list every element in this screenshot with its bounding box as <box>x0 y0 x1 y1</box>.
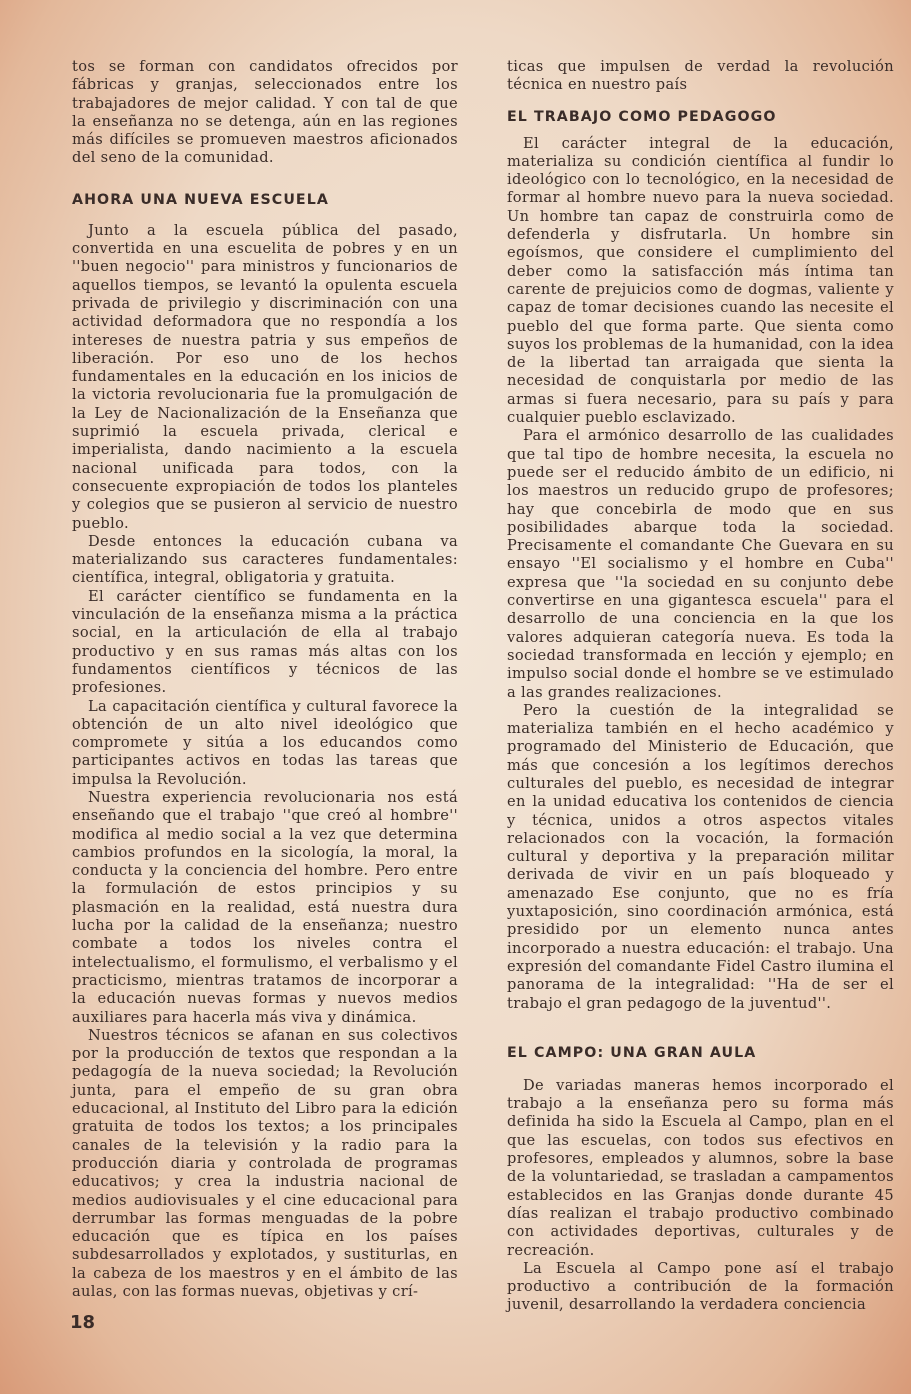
paragraph: De variadas maneras hemos incorporado el trabajo a la enseñanza pero su forma más definida ha sido la Escuela al Campo, plan en el que las escuelas, con todos sus efectivos en profesores, empleados y alumnos, sobre la base de la voluntariedad, se trasladan a campamentos establecidos en las Granjas donde durante 45 días realizan el trabajo productivo combinado con actividades deportivas, culturales y de recreación. <box>507 1076 894 1259</box>
page-number: 18 <box>70 1312 96 1333</box>
section-heading: EL TRABAJO COMO PEDAGOGO <box>507 108 777 125</box>
section-heading: AHORA UNA NUEVA ESCUELA <box>72 191 329 208</box>
right-column <box>507 58 894 1315</box>
paragraph: El carácter científico se fundamenta en la vinculación de la enseñanza misma a la práctica social, en la articulación de ella al trabajo productivo y en sus ramas más altas con los fundamentos científicos y técnicos de las profesiones. <box>72 587 458 697</box>
paragraph: Nuestra experiencia revolucionaria nos está enseñando que el trabajo ''que creó al hombre'' modifica al medio social a la vez que determina cambios profundos en la sicología, la moral, la conducta y la conciencia del hombre. Pero entre la formulación de estos principios y su plasmación en la realidad, está nuestra dura lucha por la calidad de la enseñanza; nuestro combate a todos los niveles contra el intelectualismo, el formulismo, el verbalismo y el practicismo, mientras tratamos de incorporar a la educación nuevas formas y nuevos medios auxiliares para hacerla más viva y dinámica. <box>72 788 458 1026</box>
paragraph: tos se forman con candidatos ofrecidos por fábricas y granjas, seleccionados entre los trabajadores de mejor calidad. Y con tal de que la enseñanza no se detenga, aún en las regiones más difíciles se promueven maestros aficionados del seno de la comunidad. <box>72 58 458 167</box>
paragraph: La Escuela al Campo pone así el trabajo productivo a contribución de la formación juvenil, desarrollando la verdadera conciencia <box>507 1259 894 1314</box>
paragraph: Pero la cuestión de la integralidad se materializa también en el hecho académico y programado del Ministerio de Educación, que más que concesión a los legítimos derechos culturales del pueblo, es necesidad de integrar en la unidad educativa los contenidos de ciencia y técnica, unidos a otros aspectos vitales relacionados con la vocación, la formación cultural y deportiva y la preparación militar derivada de vivir en un país bloqueado y amenazado Ese conjunto, que no es fría yuxtaposición, sino coordinación armónica, está presidido por un elemento nunca antes incorporado a nuestra educación: el trabajo. Una expresión del comandante Fidel Castro ilumina el panorama de la integralidad: ''Ha de ser el trabajo el gran pedagogo de la juventud''. <box>507 701 894 1012</box>
paragraph: La capacitación científica y cultural favorece la obtención de un alto nivel ideológico que compromete y sitúa a los educandos como participantes activos en todas las tareas que impulsa la Revolución. <box>72 697 458 788</box>
paragraph: El carácter integral de la educación, materializa su condición científica al fundir lo ideológico con lo tecnológico, en la necesidad de formar al hombre nuevo para la nueva sociedad. Un hombre tan capaz de construirla como de defenderla y disfrutarla. Un hombre sin egoísmos, que considere el cumplimiento del deber como la satisfacción más íntima tan carente de prejuicios como de dogmas, valiente y capaz de tomar decisiones cuando las necesite el pueblo del que forma parte. Que sienta como suyos los problemas de la humanidad, con la idea de la libertad tan arraigada que sienta la necesidad de conquistarla por medio de las armas si fuera necesario, para su país y para cualquier pueblo esclavizado. <box>507 134 894 427</box>
paragraph: Junto a la escuela pública del pasado, convertida en una escuelita de pobres y en un ''buen negocio'' para ministros y funcionarios de aquellos tiempos, se levantó la opulenta escuela privada de privilegio y discriminación con una actividad deformadora que no respondía a los intereses de nuestra patria y sus empeños de liberación. Por eso uno de los hechos fundamentales en la educación en los inicios de la victoria revolucionaria fue la promulgación de la Ley de Nacionalización de la Enseñanza que suprimió la escuela privada, clerical e imperialista, dando nacimiento a la escuela nacional unificada para todos, con la consecuente expropiación de todos los planteles y colegios que se pusieron al servicio de nuestro pueblo. <box>72 221 458 532</box>
paragraph: Nuestros técnicos se afanan en sus colectivos por la producción de textos que respondan a la pedagogía de la nueva sociedad; la Revolución junta, para el empeño de su gran obra educacional, al Instituto del Libro para la edición gratuita de todos los textos; a los principales canales de la televisión y la radio para la producción diaria y controlada de programas educativos; y crea la industria nacional de medios audiovisuales y el cine educacional para derrumbar las formas menguadas de la pobre educación que es típica en los países subdesarrollados y explotados, y sustiturlas, en la cabeza de los maestros y en el ámbito de las aulas, con las formas nuevas, objetivas y crí- <box>72 1026 458 1300</box>
section-heading: EL CAMPO: UNA GRAN AULA <box>507 1044 757 1061</box>
left-column <box>72 58 458 1301</box>
paragraph: ticas que impulsen de verdad la revolución técnica en nuestro país <box>507 58 894 94</box>
paragraph: Desde entonces la educación cubana va materializando sus caracteres fundamentales: científica, integral, obligatoria y gratuita. <box>72 532 458 587</box>
paragraph: Para el armónico desarrollo de las cualidades que tal tipo de hombre necesita, la escuela no puede ser el reducido ámbito de un edificio, ni los maestros un reducido grupo de profesores; hay que concebirla de modo que en sus posibilidades abarque toda la sociedad. Precisamente el comandante Che Guevara en su ensayo ''El socialismo y el hombre en Cuba'' expresa que ''la sociedad en su conjunto debe convertirse en una gigantesca escuela'' para el desarrollo de una conciencia en la que los valores adquieran categoría nueva. Es toda la sociedad transformada en lección y ejemplo; en impulso social donde el hombre se ve estimulado a las grandes realizaciones. <box>507 427 894 701</box>
